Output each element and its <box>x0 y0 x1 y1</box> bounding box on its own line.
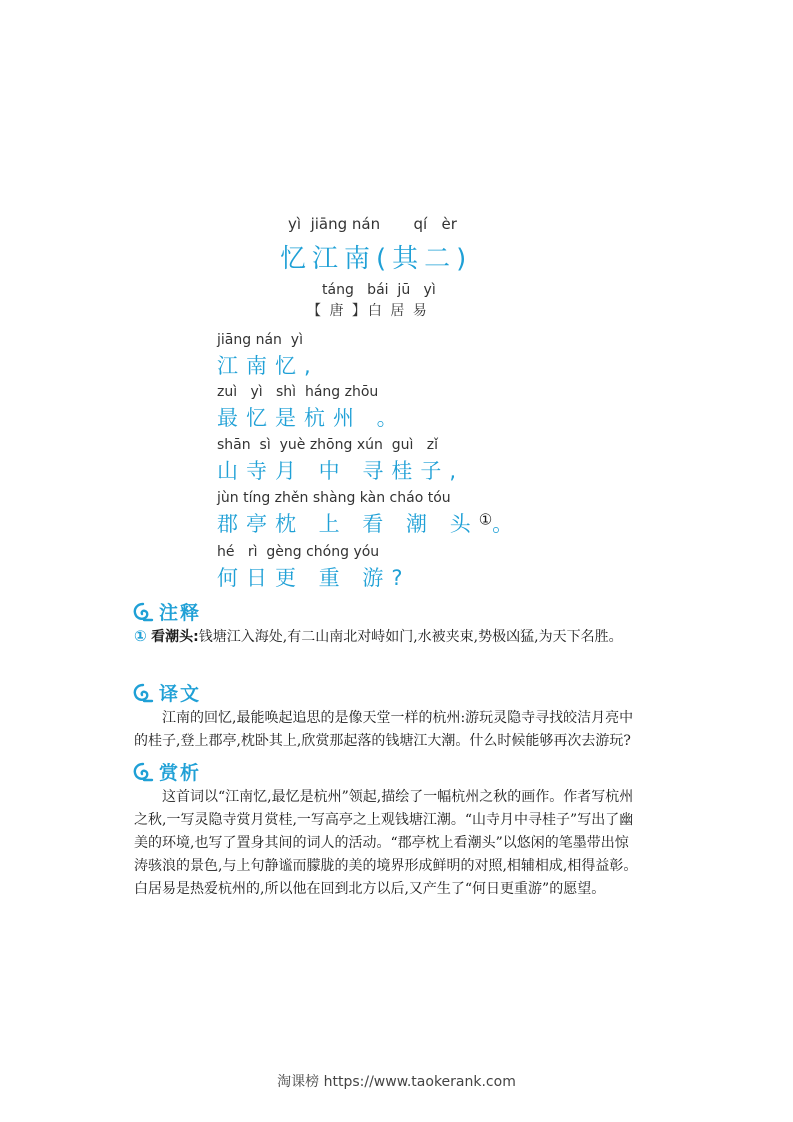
footer-watermark: 淘课榜 https://www.taokerank.com <box>277 1074 516 1090</box>
notes-text: 钱塘江入海处,有二山南北对峙如门,水被夹束,势极凶猛,为天下名胜。 <box>198 629 623 645</box>
page-title: 忆江南(其二) <box>280 244 473 274</box>
poem-line-4-end: 。 <box>492 512 522 536</box>
poem-line-1: 江南忆, <box>217 354 319 378</box>
poem-line-5: 何日更 重 游? <box>217 566 411 590</box>
poem-line-4-pinyin: jùn tíng zhěn shàng kàn cháo tóu <box>217 490 451 506</box>
poem-line-2: 最忆是杭州 。 <box>217 406 406 430</box>
translation-title: 译文 <box>159 683 202 705</box>
note-marker: ① <box>478 510 493 529</box>
appreciation-body: 这首词以“江南忆,最忆是杭州”领起,描绘了一幅杭州之秋的画作。作者写杭州之秋,一写灵隐寺赏月赏桂,一写高亭之上观钱塘江潮。“山寺月中寻桂子”写出了幽美的环境,也写了置身其间的词人的活动。“郡亭枕上看潮头”以悠闲的笔墨带出惊涛骇浪的景色,与上句静谧而朦胧的美的境界形成鲜明的对照,相辅相成,相得益彰。白居易是热爱杭州的,所以他在回到北方以后,又产生了“何日更重游”的愿望。 <box>134 789 638 897</box>
appreciation-heading <box>132 758 201 785</box>
swirl-icon <box>132 601 154 623</box>
swirl-icon <box>132 682 154 704</box>
appreciation-title: 赏析 <box>159 762 202 784</box>
notes-term: 看潮头: <box>151 629 199 645</box>
translation-heading <box>132 679 201 706</box>
swirl-icon <box>132 761 154 783</box>
poem-line-4: 郡亭枕 上 看 潮 头 <box>217 512 479 536</box>
translation-body: 江南的回忆,最能唤起追思的是像天堂一样的杭州:游玩灵隐寺寻找皎洁月亮中的桂子,登上郡亭,枕卧其上,欣赏那起落的钱塘江大潮。什么时候能够再次去游玩? <box>134 710 634 749</box>
poem-line-1-pinyin: jiāng nán yì <box>217 332 303 348</box>
poem-line-3-pinyin: shān sì yuè zhōng xún guì zǐ <box>217 437 438 453</box>
poem-line-2-pinyin: zuì yì shì háng zhōu <box>217 384 379 400</box>
title-pinyin: yì jiāng nán qí èr <box>288 215 457 233</box>
notes-number: ① <box>134 627 147 645</box>
poem-line-4-row <box>217 508 521 538</box>
poem-line-3: 山寺月 中 寻桂子, <box>217 459 465 483</box>
notes-title: 注释 <box>159 602 202 624</box>
poem-line-5-pinyin: hé rì gèng chóng yóu <box>217 544 380 560</box>
notes-heading <box>132 598 201 625</box>
author-pinyin: táng bái jū yì <box>322 282 436 298</box>
notes-body <box>134 625 644 649</box>
author: 【 唐 】白 居 易 <box>307 303 429 319</box>
